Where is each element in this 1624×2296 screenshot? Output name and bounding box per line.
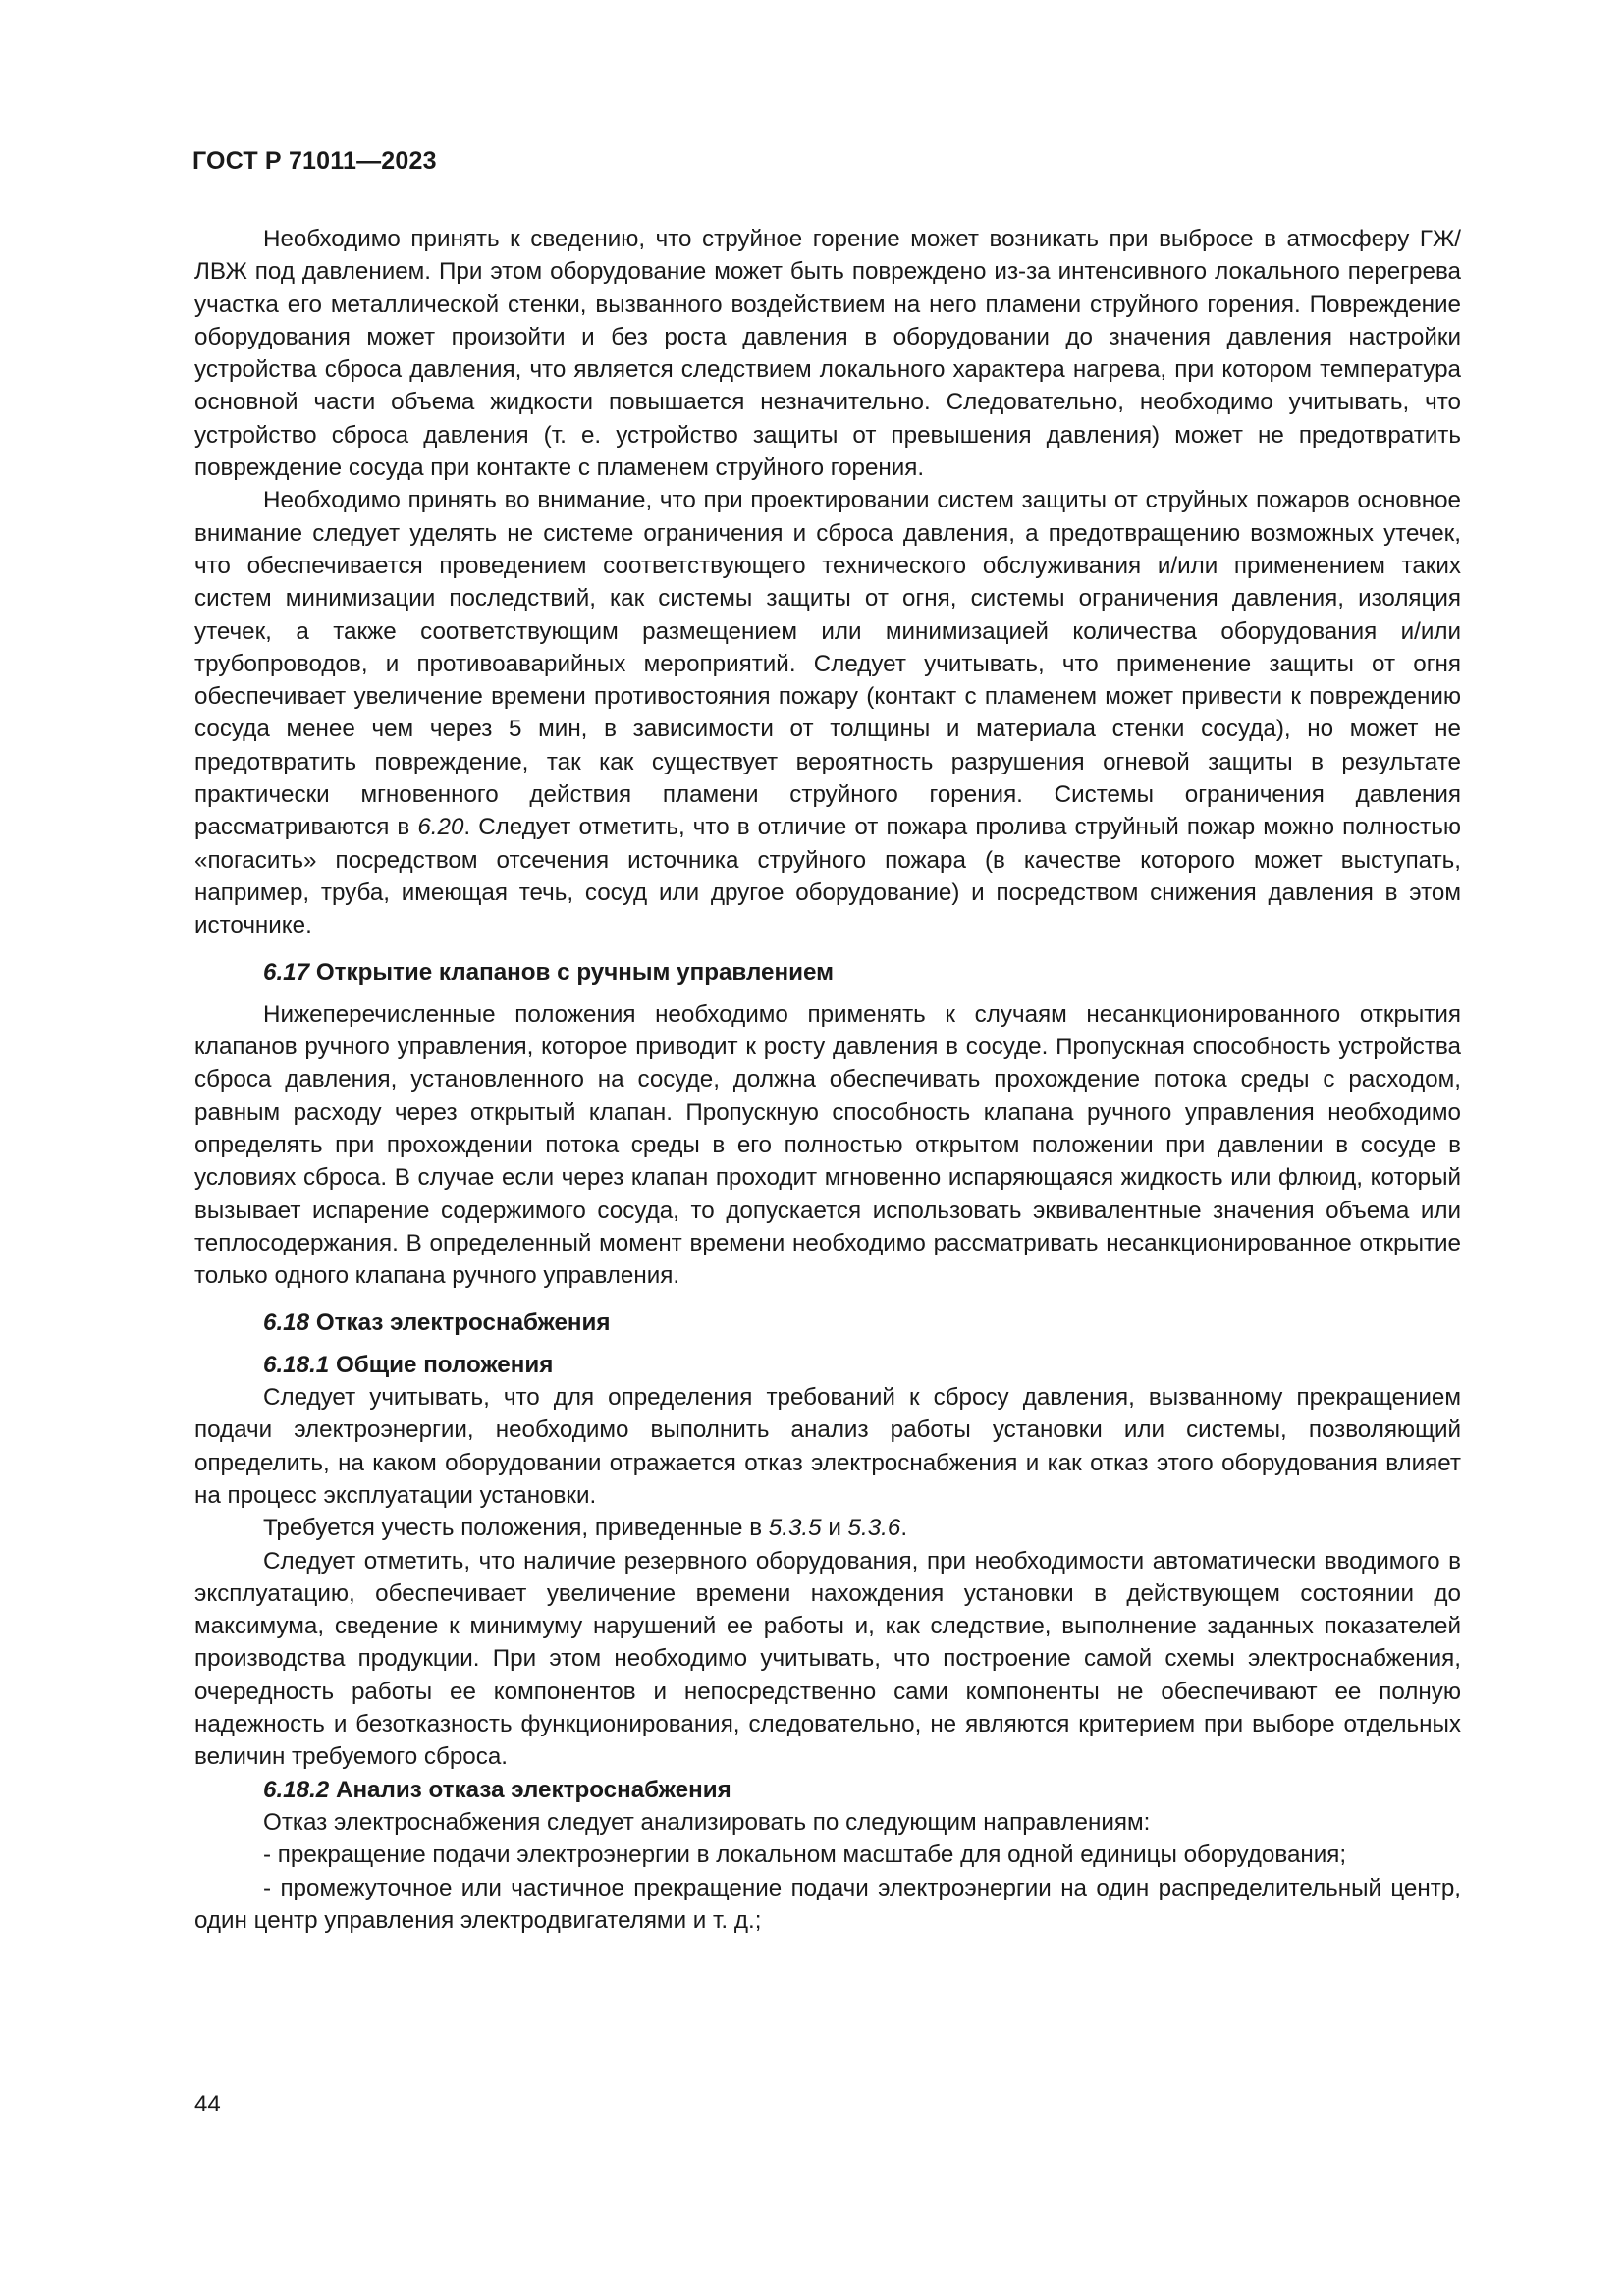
paragraph-analysis-directions: Отказ электроснабжения следует анализировать по следующим направлениям:: [263, 1808, 1151, 1836]
page-number: 44: [194, 2091, 221, 2117]
section-title: Анализ отказа электроснабжения: [335, 1776, 731, 1803]
section-heading-6-18: [194, 1307, 1461, 1339]
section-heading-6-18-1: [194, 1349, 1461, 1381]
paragraph-text: . Следует отметить, что в отличие от пожара пролива струйный пожар можно полностью «погасить» посредством отсечения источника струйного пожара (в качестве которого может выступать, например, труба, имеющая течь, сосуд или другое оборудование) и посредством снижения давления в этом источнике.: [194, 814, 1461, 939]
paragraph-text: Необходимо принять во внимание, что при проектировании систем защиты от струйных пожаров основное внимание следует уделять не системе ограничения и сброса давления, а предотвращению возможных утечек, что обеспечивается проведением соответствующего технического обслуживания и/или применением таких систем минимизации последствий, как системы защиты от огня, системы ограничения давления, изоляция утечек, а также соответствующим размещением или минимизацией количества оборудования и/или трубопроводов, и противоаварийных мероприятий. Следует учитывать, что применение защиты от огня обеспечивает увеличение времени противостояния пожару (контакт с пламенем может привести к повреждению сосуда менее чем через 5 мин, в зависимости от толщины и материала стенки сосуда), но может не предотвратить повреждение, так как существует вероятность разрушения огневой защиты в результате практически мгновенного действия пламени струйного горения. Системы ограничения давления рассматриваются в: [194, 487, 1461, 841]
section-heading-6-18-2: [194, 1774, 1461, 1806]
section-title: Общие положения: [335, 1351, 554, 1378]
paragraph-text: .: [900, 1515, 908, 1542]
list-item: - промежуточное или частичное прекращение подачи электроэнергии на один распределительный центр, один центр управления электродвигателями и т. д.;: [194, 1874, 1461, 1934]
paragraph-jet-fire-protection: [194, 484, 1461, 941]
paragraph-jet-fire-note: Необходимо принять к сведению, что струйное горение может возникать при выбросе в атмосферу ГЖ/ЛВЖ под давлением. При этом оборудование может быть повреждено из-за интенсивного локального перегрева участка его металлической стенки, вызванного воздействием на него пламени струйного горения. Повреждение оборудования может произойти и без роста давления в оборудовании до значения давления настройки устройства сброса давления, что является следствием локального характера нагрева, при котором температура основной части объема жидкости повышается незначительно. Следовательно, необходимо учитывать, что устройство сброса давления (т. е. устройство защиты от превышения давления) может не предотвратить повреждение сосуда при контакте с пламенем струйного горения.: [194, 226, 1461, 482]
paragraph-text: и: [821, 1515, 848, 1542]
cross-reference-link: 5.3.6: [847, 1515, 901, 1542]
section-number: 6.18.1: [263, 1351, 330, 1378]
page-body: [194, 223, 1461, 1937]
cross-reference-link: 6.20: [417, 814, 464, 841]
document-code-header: ГОСТ Р 71011—2023: [192, 147, 437, 175]
paragraph-requirements-reference: [194, 1512, 1461, 1544]
section-title: Отказ электроснабжения: [315, 1308, 611, 1336]
paragraph-backup-equipment: Следует отметить, что наличие резервного оборудования, при необходимости автоматически вводимого в эксплуатацию, обеспечивает увеличение времени нахождения установки в действующем состоянии до максимума, сведение к минимуму нарушений ее работы и, как следствие, выполнение заданных показателей производства продукции. При этом необходимо учитывать, что построение самой схемы электроснабжения, очередность работы ее компонентов и непосредственно сами компоненты не обеспечивают ее полную надежность и безотказность функционирования, следовательно, не являются критерием при выборе отдельных величин требуемого сброса.: [194, 1547, 1461, 1771]
section-number: 6.18.2: [263, 1776, 330, 1803]
list-item: - прекращение подачи электроэнергии в локальном масштабе для одной единицы оборудования;: [263, 1842, 1347, 1869]
section-number: 6.18: [263, 1308, 310, 1336]
paragraph-manual-valves: Нижеперечисленные положения необходимо применять к случаям несанкционированного открытия клапанов ручного управления, которое приводит к росту давления в сосуде. Пропускная способность устройства сброса давления, установленного на сосуде, должна обеспечивать прохождение потока среды с расходом, равным расходу через открытый клапан. Пропускную способность клапана ручного управления необходимо определять при прохождении потока среды в его полностью открытом положении при давлении в сосуде в условиях сброса. В случае если через клапан проходит мгновенно испаряющаяся жидкость или флюид, который вызывает испарение содержимого сосуда, то допускается использовать эквивалентные значения объема или теплосодержания. В определенный момент времени необходимо рассматривать несанкционированное открытие только одного клапана ручного управления.: [194, 1000, 1461, 1290]
section-number: 6.17: [263, 958, 310, 986]
section-heading-6-17: [194, 956, 1461, 988]
section-title: Открытие клапанов с ручным управлением: [315, 958, 834, 986]
paragraph-power-failure-analysis: Следует учитывать, что для определения требований к сбросу давления, вызванному прекращением подачи электроэнергии, необходимо выполнить анализ работы установки или системы, позволяющий определить, на каком оборудовании отражается отказ электроснабжения и как отказ этого оборудования влияет на процесс эксплуатации установки.: [194, 1384, 1461, 1509]
cross-reference-link: 5.3.5: [768, 1515, 822, 1542]
paragraph-text: Требуется учесть положения, приведенные в: [263, 1515, 769, 1542]
